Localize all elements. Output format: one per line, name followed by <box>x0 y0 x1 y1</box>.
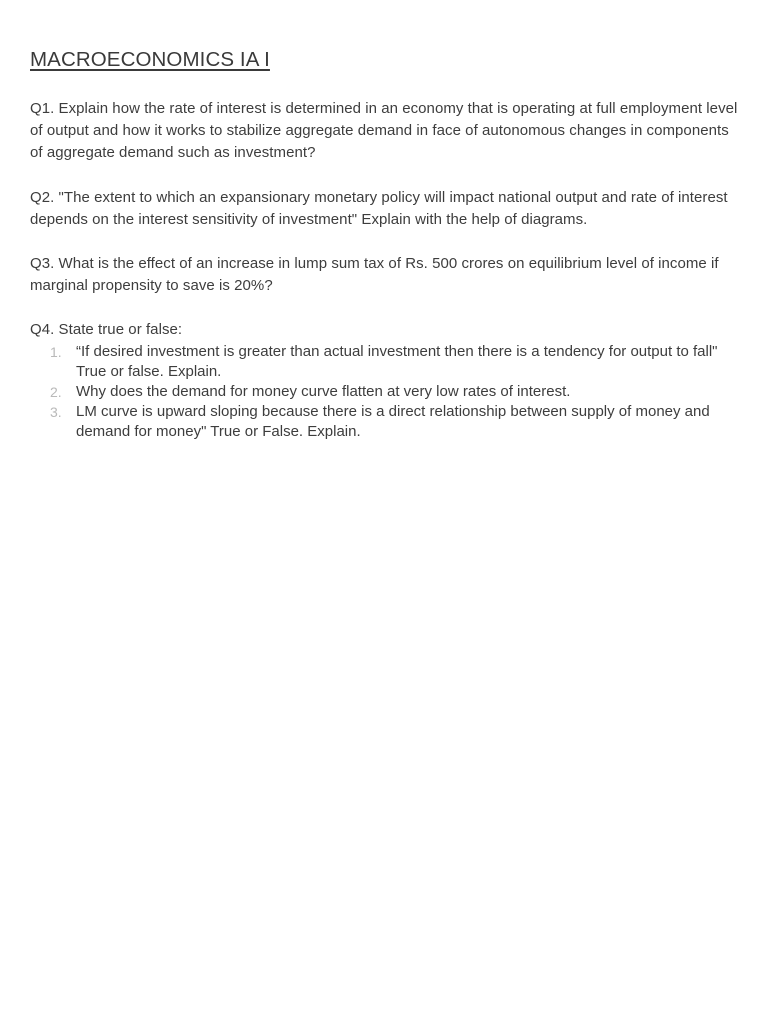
list-number: 2. <box>50 383 62 400</box>
list-item <box>30 342 742 382</box>
list-number: 3. <box>50 403 62 420</box>
list-item <box>30 402 742 442</box>
question-4: Q4. State true or false: <box>30 321 183 339</box>
list-item-text: LM curve is upward sloping because there is a direct relationship between supply of money and demand for money" True or False. Explain. <box>76 402 710 440</box>
question-2: Q2. "The extent to which an expansionary monetary policy will impact national output and rate of interest depends on the interest sensitivity of investment" Explain with the help of diagrams. <box>30 188 728 228</box>
question-1: Q1. Explain how the rate of interest is determined in an economy that is operating at full employment level of output and how it works to stabilize aggregate demand in face of autonomous changes in components of aggregate demand such as investment? <box>30 100 738 162</box>
list-item-text: “If desired investment is greater than actual investment then there is a tendency for output to fall" True or false. Explain. <box>76 342 718 380</box>
document-title: MACROECONOMICS IA I <box>30 48 270 71</box>
list-number: 1. <box>50 343 62 360</box>
list-item-text: Why does the demand for money curve flatten at very low rates of interest. <box>76 382 571 400</box>
list-item <box>30 382 742 402</box>
document-page <box>30 46 742 442</box>
question-3: Q3. What is the effect of an increase in lump sum tax of Rs. 500 crores on equilibrium level of income if marginal propensity to save is 20%? <box>30 255 719 295</box>
question-4-list <box>30 342 742 442</box>
